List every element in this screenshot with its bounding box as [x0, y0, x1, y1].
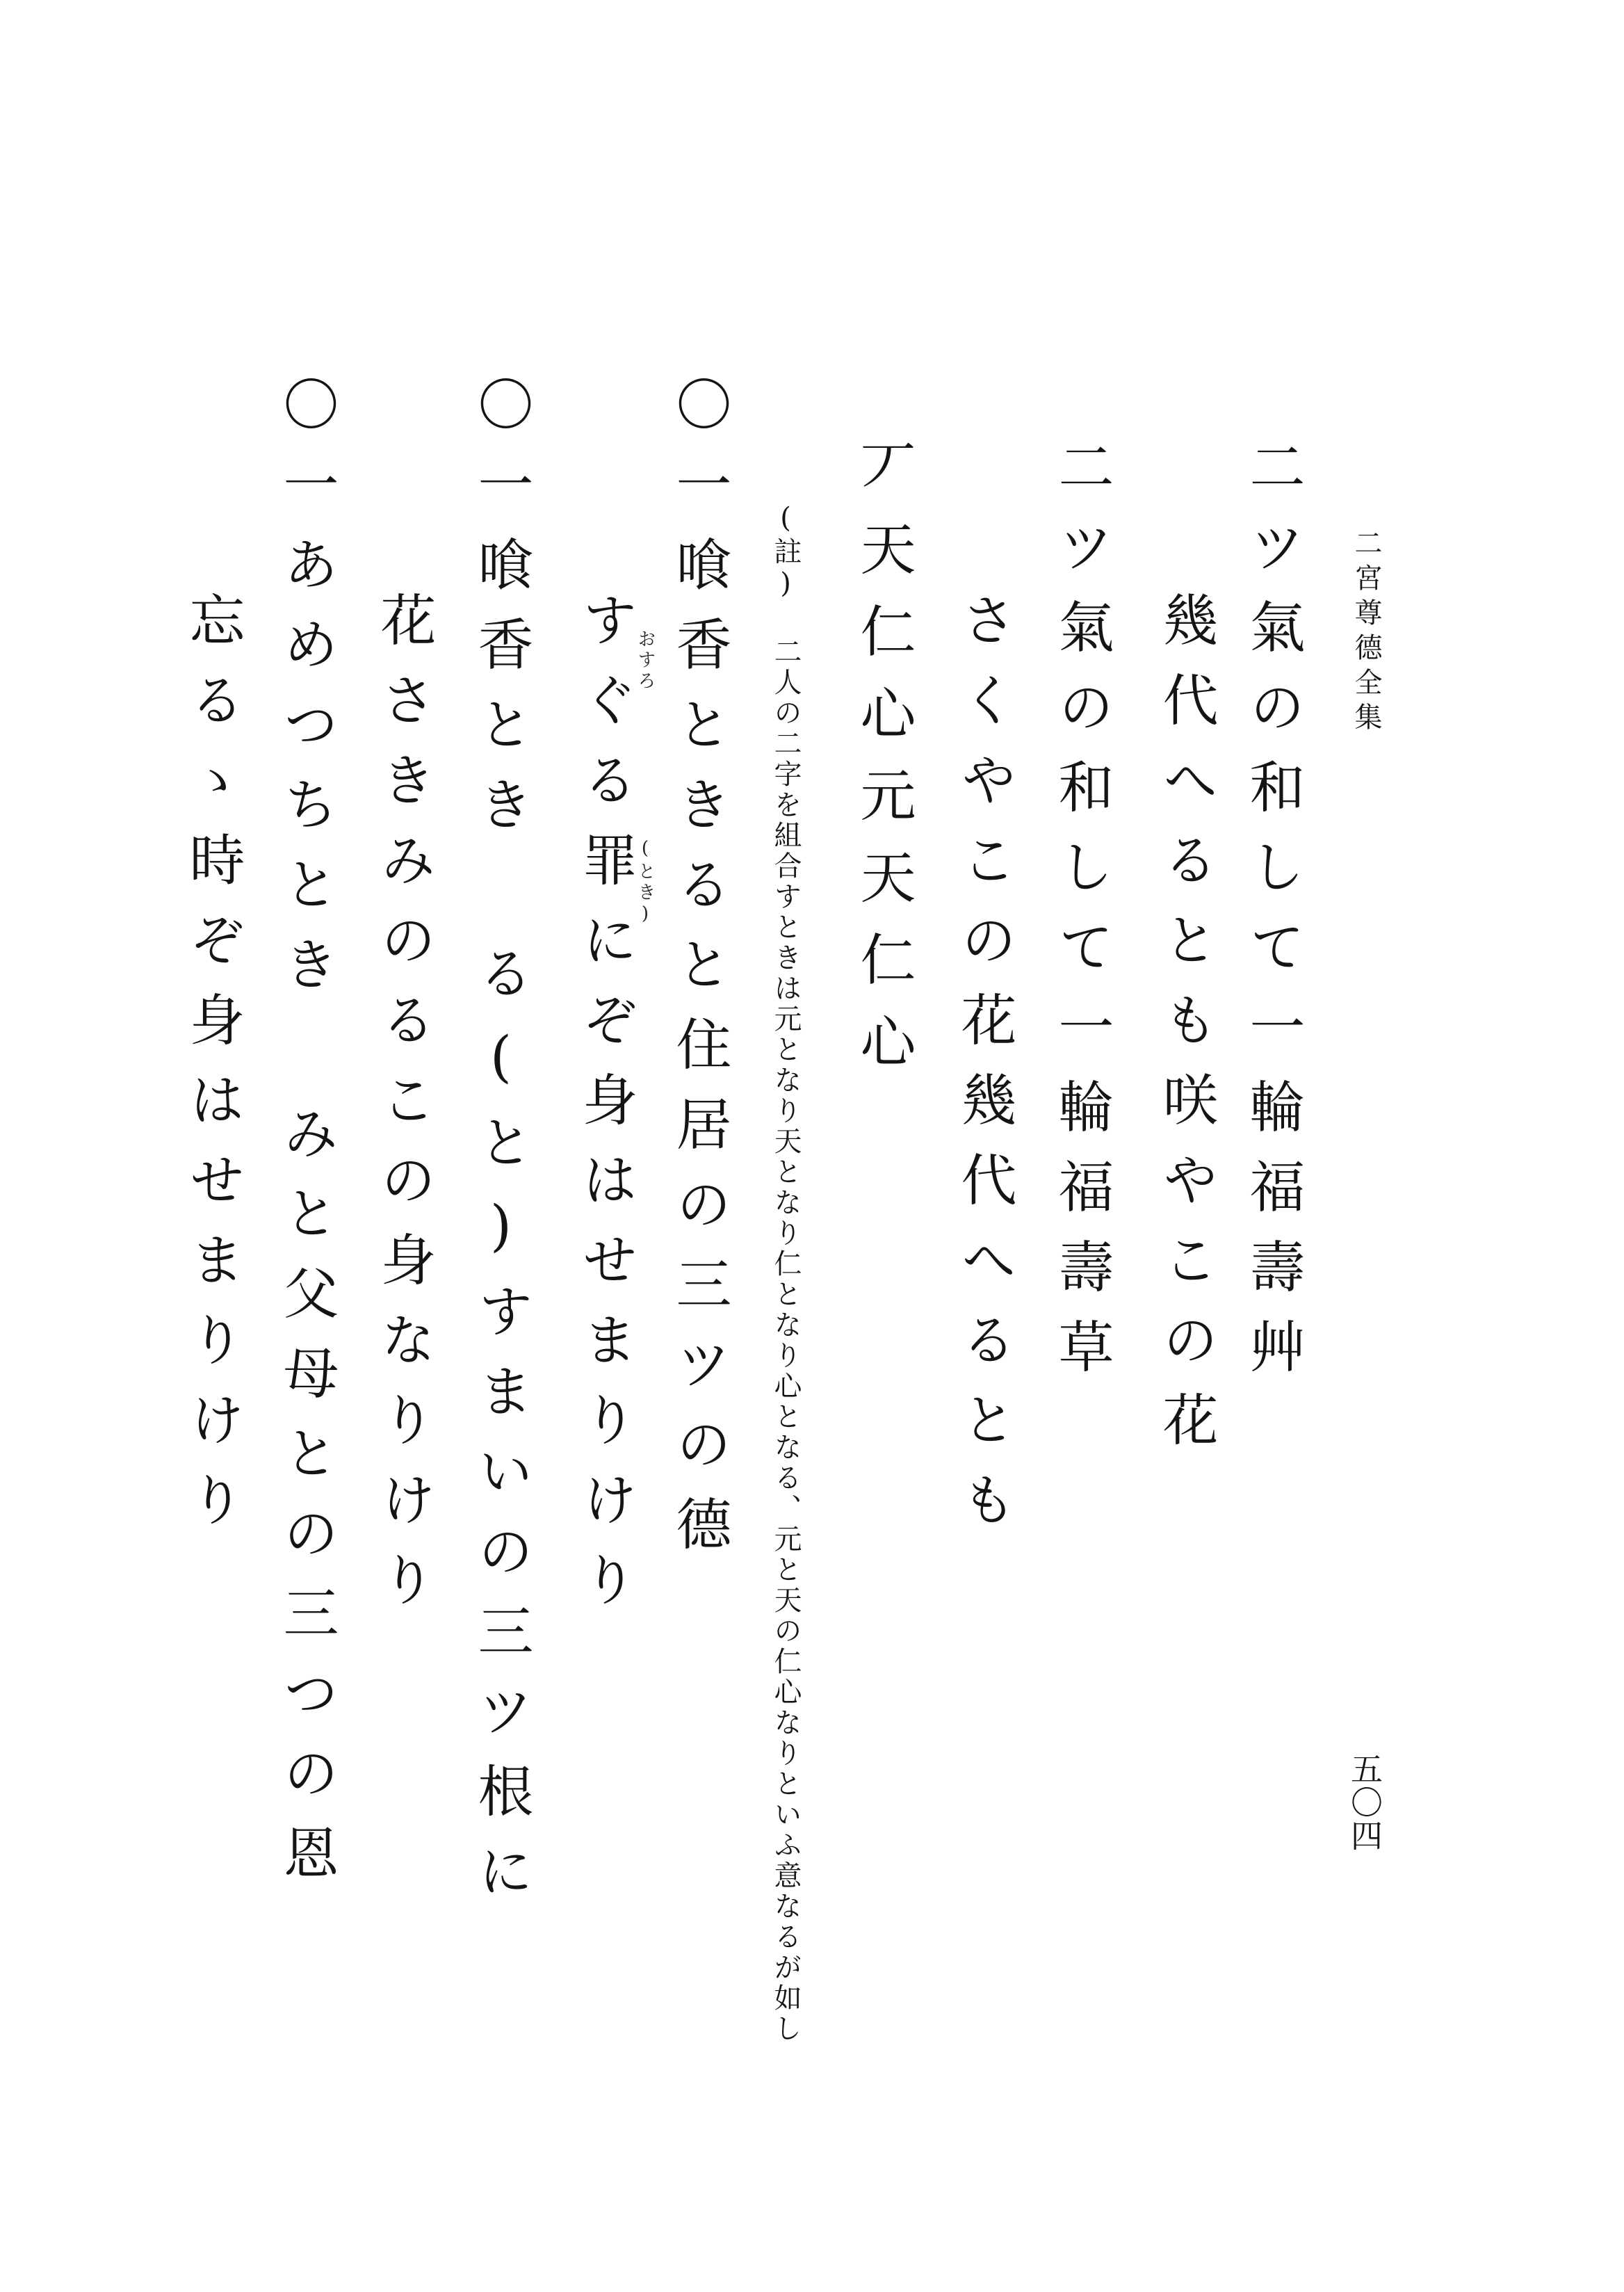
book-title-header: 二宮尊德全集 — [1350, 528, 1382, 737]
page-number: 五〇四 — [1346, 1752, 1383, 1853]
verse-line-4: 花さきみのるこの身なりけり — [371, 591, 436, 1631]
verse-line-1: 〇一喰香ときると住居の三ツの德 — [667, 376, 731, 1575]
ruby-annotation-tsumi: (とき) — [635, 838, 656, 927]
poem-line-1: 二ツ氣の和して一輪福壽艸 — [1240, 438, 1305, 1398]
verse-line-5: 〇一あめつちとき みと父母との三つの恩 — [274, 376, 339, 1904]
verse-line-3: 〇一喰香とき る(と)すまいの三ツ根に — [469, 376, 533, 1922]
poem-line-3: 二ツ氣の和して一輪福壽草 — [1049, 438, 1114, 1398]
annotation-note: (註) 二人の二字を組合すときは元となり天となり仁となり心となる、元と天の仁心なりといふ意なるが如し — [770, 502, 802, 2044]
poem-line-2: 幾代へるとも咲やこの花 — [1153, 591, 1218, 1471]
poem-line-4: さくやこの花幾代へるとも — [952, 591, 1016, 1551]
verse-line-2: すぐる罪にぞ身はせまりけり — [573, 591, 638, 1631]
ruby-annotation-sugu: おすろ — [635, 629, 656, 692]
poem-line-5: 丆天仁心元天仁心 — [851, 438, 916, 1095]
verse-line-6: 忘るゝ時ぞ身はせまりけり — [180, 591, 245, 1551]
